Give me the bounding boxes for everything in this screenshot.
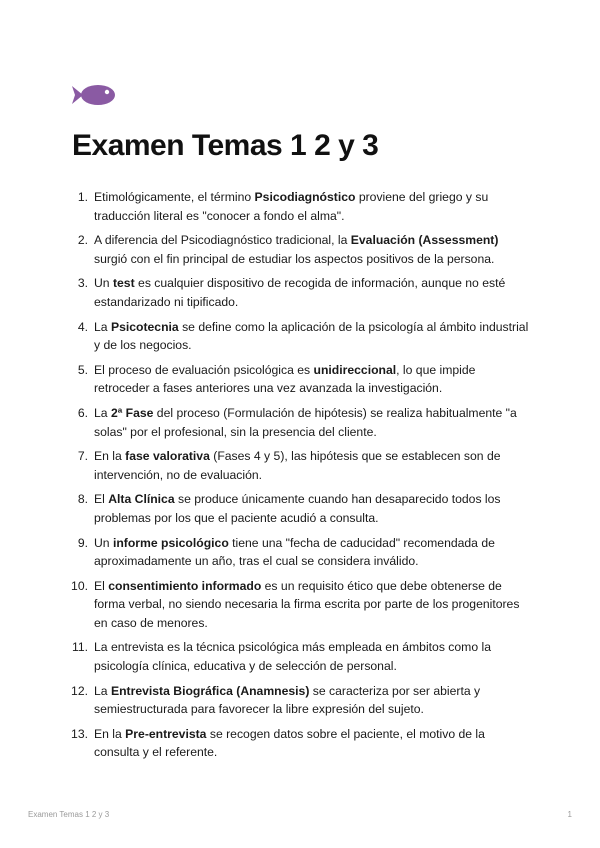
list-item: 1. Etimológicamente, el término Psicodiagnóstico proviene del griego y su traducción literal es "conocer a fondo el alma". — [72, 188, 530, 225]
item-number: 12. — [71, 683, 88, 698]
item-number: 1. — [77, 190, 88, 204]
footer-document-title: Examen Temas 1 2 y 3 — [28, 810, 110, 819]
list-item: 13. En la Pre-entrevista se recogen datos sobre el paciente, el motivo de la consulta y el referente. — [72, 725, 530, 762]
footer-page-number: 1 — [567, 810, 572, 819]
list-item: 6. La 2ª Fase del proceso (Formulación de hipótesis) se realiza habitualmente "a solas" por el profesional, sin la presencia del cliente. — [72, 404, 530, 441]
item-number: 11. — [71, 640, 88, 655]
page-title: Examen Temas 1 2 y 3 — [72, 129, 379, 162]
list-item: 7. En la fase valorativa (Fases 4 y 5), las hipótesis que se establecen son de intervención, no de evaluación. — [72, 447, 530, 484]
list-item: 4. La Psicotecnia se define como la aplicación de la psicología al ámbito industrial y de los negocios. — [72, 318, 530, 355]
question-list — [72, 188, 530, 768]
list-item: 10. El consentimiento informado es un requisito ético que debe obtenerse de forma verbal, no siendo necesaria la firma escrita por parte de los progenitores en caso de menores. — [72, 577, 530, 633]
item-number: 13. — [71, 726, 88, 741]
item-number: 3. — [77, 276, 88, 291]
item-number: 8. — [77, 492, 88, 507]
list-item: 5. El proceso de evaluación psicológica es unidireccional, lo que impide retroceder a fases anteriores una vez avanzada la investigación. — [72, 361, 530, 398]
list-item: 2. A diferencia del Psicodiagnóstico tradicional, la Evaluación (Assessment) surgió con el fin principal de estudiar los aspectos positivos de la persona. — [72, 231, 530, 268]
list-item: 11. La entrevista es la técnica psicológica más empleada en ámbitos como la psicología clínica, educativa y de selección de personal. — [72, 638, 530, 675]
item-number: 6. — [77, 405, 88, 420]
list-item: 12. La Entrevista Biográfica (Anamnesis) se caracteriza por ser abierta y semiestructurada para favorecer la libre expresión del sujeto. — [72, 682, 530, 719]
fish-icon — [72, 84, 116, 106]
list-item: 9. Un informe psicológico tiene una "fecha de caducidad" recomendada de aproximadamente un año, tras el cual se considera inválido. — [72, 534, 530, 571]
item-number: 10. — [71, 578, 88, 593]
list-item: 3. Un test es cualquier dispositivo de recogida de información, aunque no esté estandarizado ni tipificado. — [72, 274, 530, 311]
item-number: 7. — [77, 449, 88, 464]
item-number: 5. — [77, 362, 88, 377]
item-number: 4. — [77, 319, 88, 334]
item-number: 9. — [77, 535, 88, 550]
list-item: 8. El Alta Clínica se produce únicamente cuando han desaparecido todos los problemas por los que el paciente acudió a consulta. — [72, 490, 530, 527]
item-number: 2. — [77, 233, 88, 248]
